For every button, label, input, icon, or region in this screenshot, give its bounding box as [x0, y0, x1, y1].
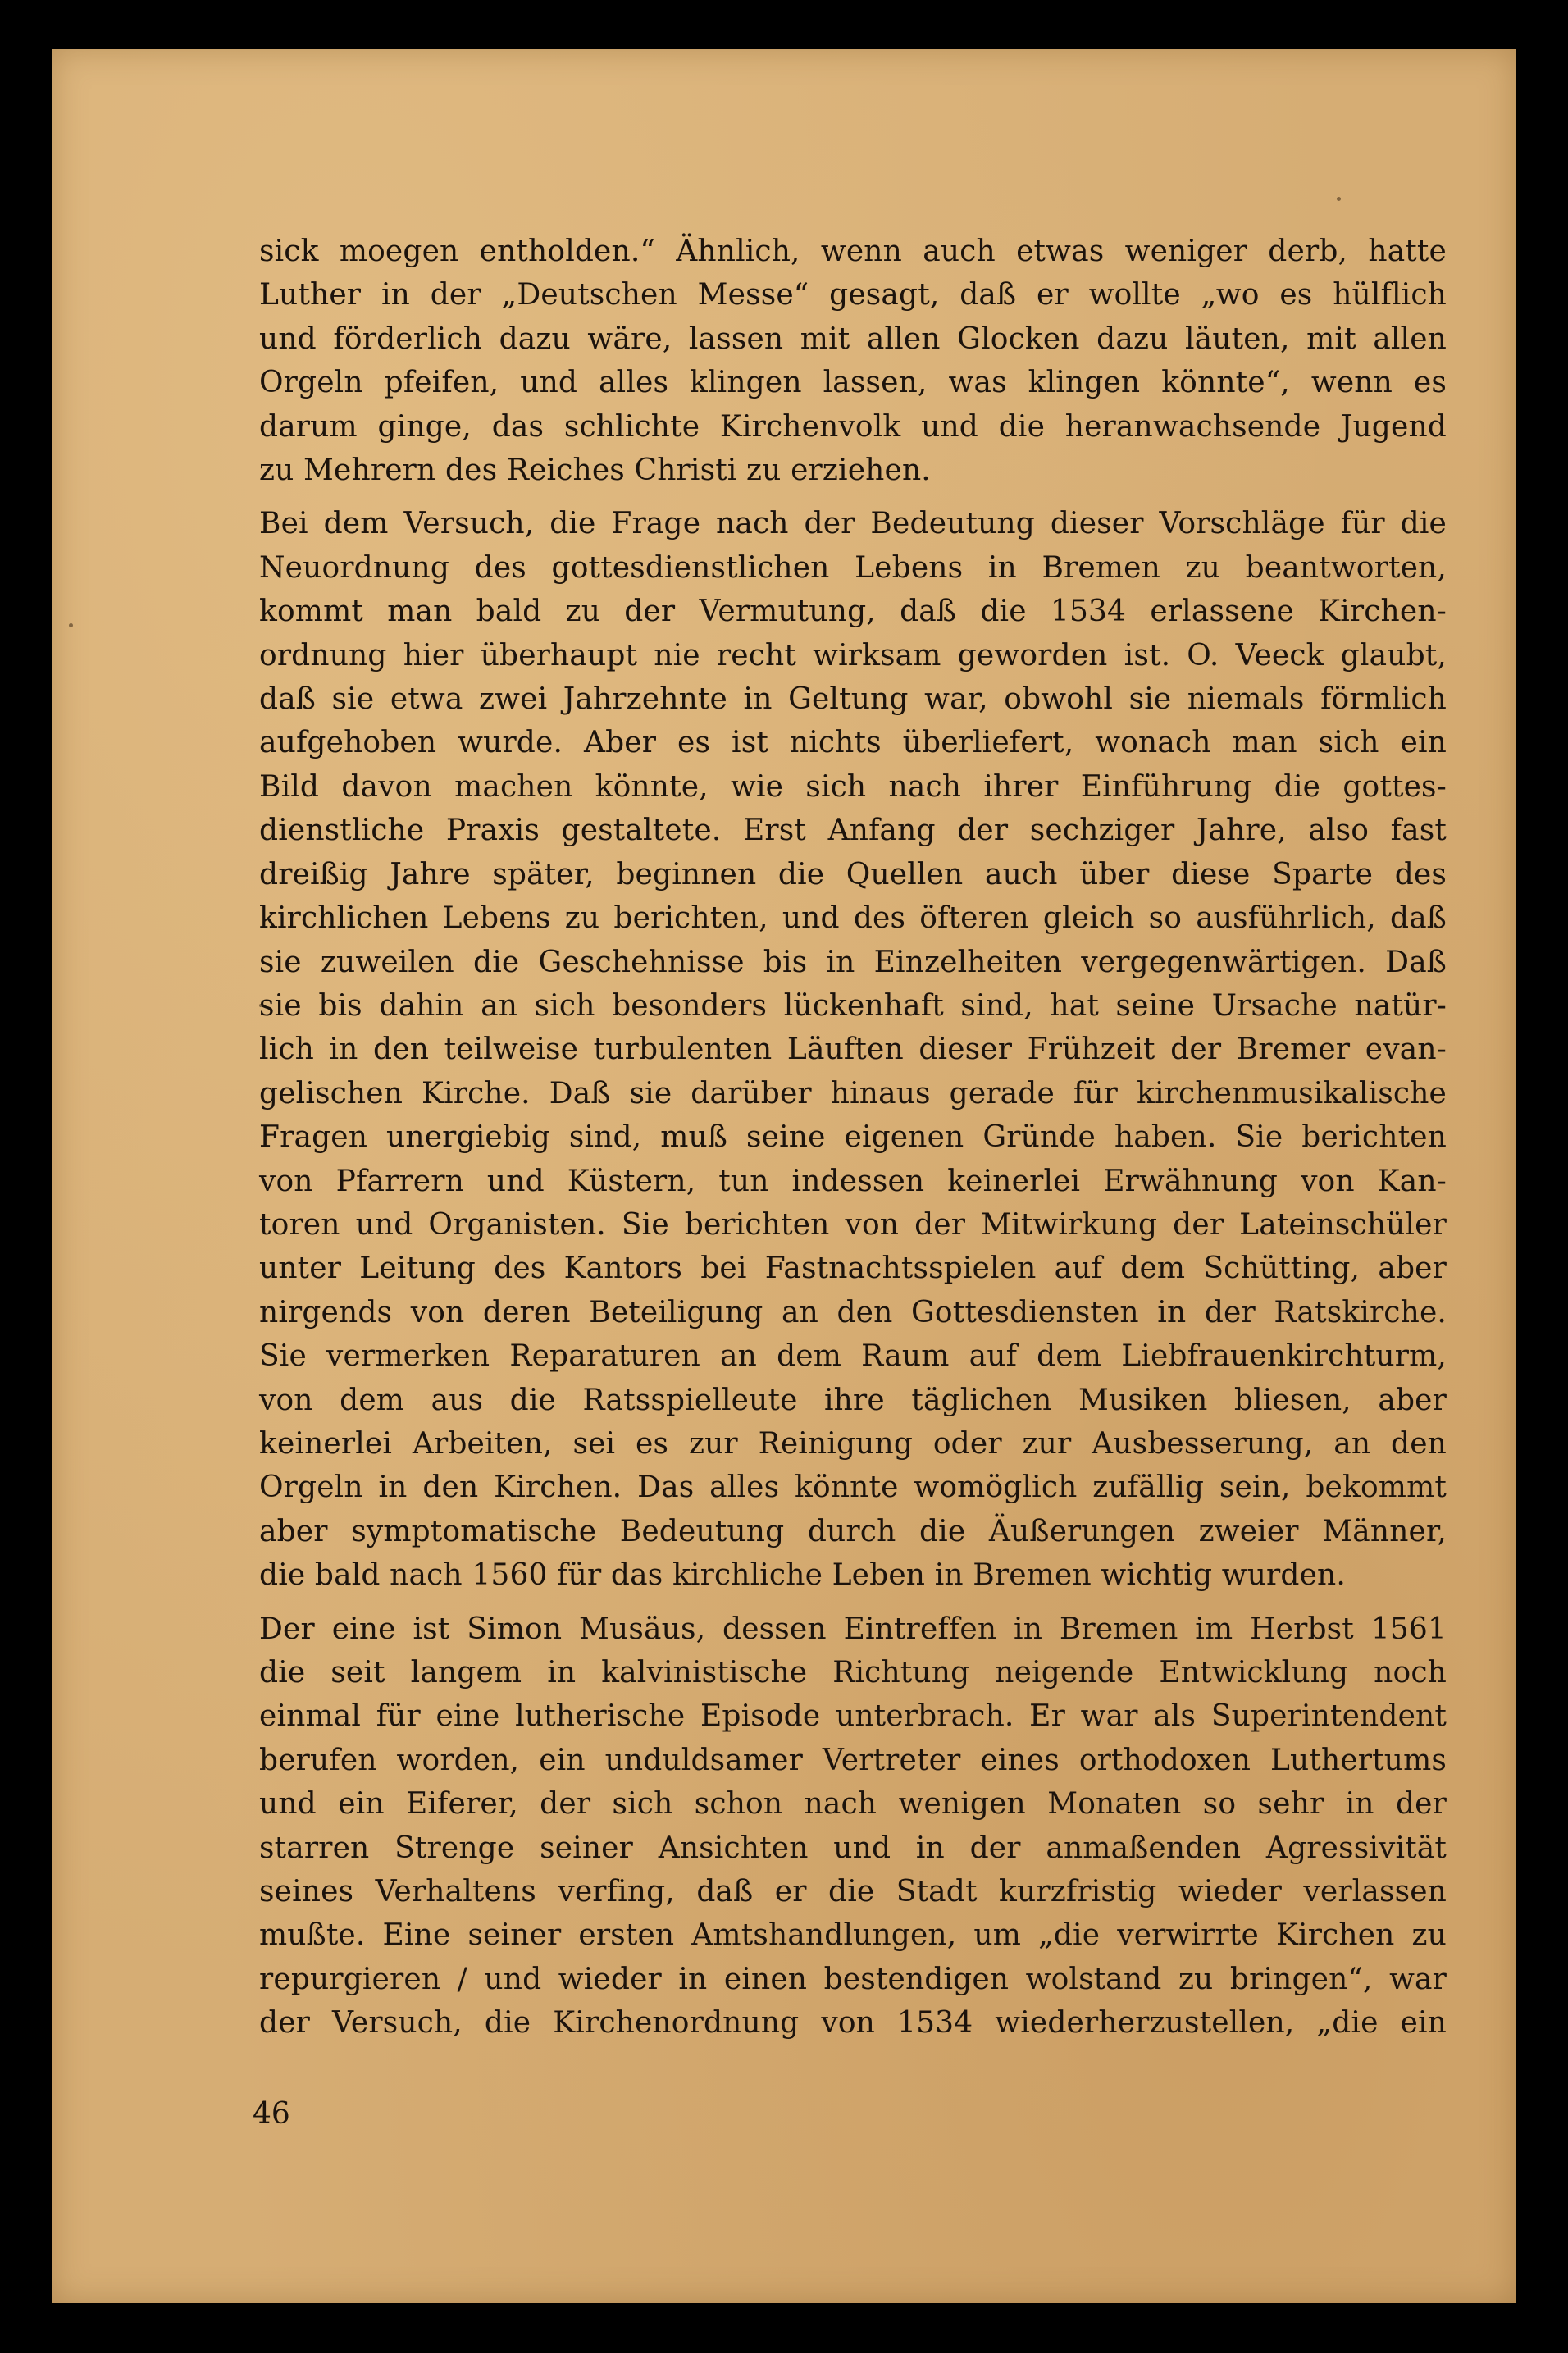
text-line: Orgeln in den Kirchen. Das alles könnte womöglich zufällig sein, bekommt: [259, 1471, 1447, 1505]
text-line: sie bis dahin an sich besonders lückenhaft sind, hat seine Ursache natür-: [259, 988, 1447, 1023]
book-page: [52, 49, 1516, 2303]
text-line: berufen worden, ein unduldsamer Vertreter eines orthodoxen Luthertums: [259, 1743, 1447, 1777]
text-line: daß sie etwa zwei Jahrzehnte in Geltung war, obwohl sie niemals förmlich: [259, 682, 1447, 717]
text-line: kommt man bald zu der Vermutung, daß die 1534 erlassene Kirchen-: [259, 595, 1447, 629]
text-line: gelischen Kirche. Daß sie darüber hinaus gerade für kirchenmusikalische: [259, 1076, 1447, 1110]
text-line: Luther in der „Deutschen Messe“ gesagt, daß er wollte „wo es hülflich: [259, 278, 1447, 312]
text-line: Fragen unergiebig sind, muß seine eigenen Gründe haben. Sie berichten: [259, 1120, 1447, 1155]
text-line: einmal für eine lutherische Episode unterbrach. Er war als Superintendent: [259, 1699, 1447, 1734]
text-line: die bald nach 1560 für das kirchliche Leben in Bremen wichtig wurden.: [259, 1558, 1346, 1593]
body-text: [259, 230, 1447, 2045]
text-line: und förderlich dazu wäre, lassen mit allen Glocken dazu läuten, mit allen: [259, 321, 1447, 356]
text-line: dienstliche Praxis gestaltete. Erst Anfang der sechziger Jahre, also fast: [259, 814, 1447, 848]
text-line: dreißig Jahre später, beginnen die Quellen auch über diese Sparte des: [259, 857, 1447, 891]
text-line: darum ginge, das schlichte Kirchenvolk und die heranwachsende Jugend: [259, 409, 1447, 444]
paper-speck: [69, 623, 73, 627]
text-line: sick moegen entholden.“ Ähnlich, wenn auch etwas weniger derb, hatte: [259, 235, 1447, 268]
text-line: starren Strenge seiner Ansichten und in der anmaßenden Agressivität: [259, 1831, 1447, 1865]
text-line: sie zuweilen die Geschehnisse bis in Einzelheiten vergegenwärtigen. Daß: [259, 945, 1447, 979]
text-line: von Pfarrern und Küstern, tun indessen keinerlei Erwähnung von Kan-: [259, 1164, 1447, 1198]
paragraph: [259, 1607, 1447, 2045]
text-line: und ein Eiferer, der sich schon nach wenigen Monaten so sehr in der: [259, 1787, 1447, 1822]
text-line: toren und Organisten. Sie berichten von der Mitwirkung der Lateinschüler: [259, 1207, 1447, 1242]
text-line: Bei dem Versuch, die Frage nach der Bedeutung dieser Vorschläge für die: [259, 507, 1447, 541]
paragraph: [259, 230, 1447, 492]
page-number: 46: [253, 2097, 290, 2131]
text-line: lich in den teilweise turbulenten Läuften dieser Frühzeit der Bremer evan-: [259, 1033, 1447, 1067]
paragraph: [259, 502, 1447, 1597]
text-line: ordnung hier überhaupt nie recht wirksam geworden ist. O. Veeck glaubt,: [259, 638, 1447, 673]
text-line: Der eine ist Simon Musäus, dessen Eintreffen in Bremen im Herbst 1561: [259, 1612, 1447, 1646]
text-line: Bild davon machen könnte, wie sich nach ihrer Einführung die gottes-: [259, 769, 1447, 804]
text-line: Sie vermerken Reparaturen an dem Raum auf dem Liebfrauenkirchturm,: [259, 1339, 1447, 1374]
text-line: repurgieren / und wieder in einen bestendigen wolstand zu bringen“, war: [259, 1962, 1447, 1996]
text-line: zu Mehrern des Reiches Christi zu erziehen.: [259, 454, 931, 488]
text-line: nirgends von deren Beteiligung an den Gottesdiensten in der Ratskirche.: [259, 1295, 1447, 1329]
text-line: keinerlei Arbeiten, sei es zur Reinigung oder zur Ausbesserung, an den: [259, 1426, 1447, 1461]
text-line: unter Leitung des Kantors bei Fastnachtsspielen auf dem Schütting, aber: [259, 1252, 1447, 1286]
text-line: aufgehoben wurde. Aber es ist nichts überliefert, wonach man sich ein: [259, 726, 1447, 760]
text-line: der Versuch, die Kirchenordnung von 1534 wiederherzustellen, „die ein: [259, 2006, 1447, 2041]
text-line: mußte. Eine seiner ersten Amtshandlungen, um „die verwirrte Kirchen zu: [259, 1918, 1447, 1953]
text-line: Orgeln pfeifen, und alles klingen lassen, was klingen könnte“, wenn es: [259, 366, 1447, 400]
text-line: seines Verhaltens verfing, daß er die Stadt kurzfristig wieder verlassen: [259, 1875, 1447, 1909]
text-line: von dem aus die Ratsspielleute ihre täglichen Musiken bliesen, aber: [259, 1383, 1447, 1417]
text-line: kirchlichen Lebens zu berichten, und des öfteren gleich so ausführlich, daß: [259, 901, 1447, 936]
text-line: Neuordnung des gottesdienstlichen Lebens in Bremen zu beantworten,: [259, 550, 1447, 585]
text-line: aber symptomatische Bedeutung durch die Äußerungen zweier Männer,: [259, 1514, 1447, 1548]
text-line: die seit langem in kalvinistische Richtung neigende Entwicklung noch: [259, 1656, 1447, 1690]
paper-speck: [1337, 197, 1341, 201]
